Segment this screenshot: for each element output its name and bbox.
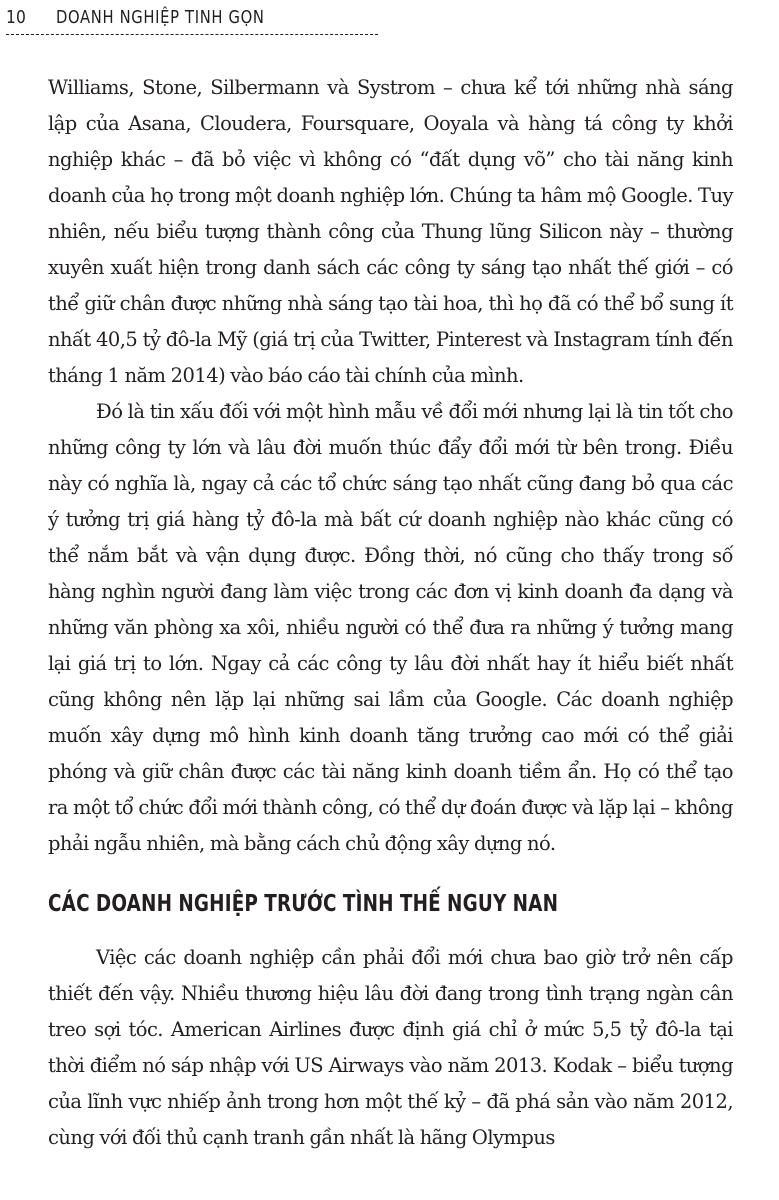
body-text <box>48 70 733 1156</box>
section-heading: CÁC DOANH NGHIỆP TRƯỚC TÌNH THẾ NGUY NAN <box>48 891 559 917</box>
section-paragraph: Việc các doanh nghiệp cần phải đổi mới chưa bao giờ trở nên cấp thiết đến vậy. Nhiều thương hiệu lâu đời đang trong tình trạng ngàn cân treo sợi tóc. American Airlines được định giá chỉ ở mức 5,5 tỷ đô-la tại thời điểm nó sáp nhập với US Airways vào năm 2013. Kodak – biểu tượng của lĩnh vực nhiếp ảnh trong hơn một thế kỷ – đã phá sản vào năm 2012, cùng với đối thủ cạnh tranh gần nhất là hãng Olympus <box>48 946 733 1149</box>
paragraph: Đó là tin xấu đối với một hình mẫu về đổi mới nhưng lại là tin tốt cho những công ty lớn và lâu đời muốn thúc đẩy đổi mới từ bên trong. Điều này có nghĩa là, ngay cả các tổ chức sáng tạo nhất cũng đang bỏ qua các ý tưởng trị giá hàng tỷ đô-la mà bất cứ doanh nghiệp nào khác cũng có thể nắm bắt và vận dụng được. Đồng thời, nó cũng cho thấy trong số hàng nghìn người đang làm việc trong các đơn vị kinh doanh đa dạng và những văn phòng xa xôi, nhiều người có thể đưa ra những ý tưởng mang lại giá trị to lớn. Ngay cả các công ty lâu đời nhất hay ít hiểu biết nhất cũng không nên lặp lại những sai lầm của Google. Các doanh nghiệp muốn xây dựng mô hình kinh doanh tăng trưởng cao mới có thể giải phóng và giữ chân được các tài năng kinh doanh tiềm ẩn. Họ có thể tạo ra một tổ chức đổi mới thành công, có thể dự đoán được và lặp lại – không phải ngẫu nhiên, mà bằng cách chủ động xây dựng nó. <box>48 400 733 855</box>
running-header <box>6 7 378 37</box>
page-number: 10 <box>6 7 27 28</box>
header-divider <box>6 34 378 35</box>
paragraph-continued: Williams, Stone, Silbermann và Systrom – chưa kể tới những nhà sáng lập của Asana, Cloudera, Foursquare, Ooyala và hàng tá công ty khởi nghiệp khác – đã bỏ việc vì không có “đất dụng võ” cho tài năng kinh doanh của họ trong một doanh nghiệp lớn. Chúng ta hâm mộ Google. Tuy nhiên, nếu biểu tượng thành công của Thung lũng Silicon này – thường xuyên xuất hiện trong danh sách các công ty sáng tạo nhất thế giới – có thể giữ chân được những nhà sáng tạo tài hoa, thì họ đã có thể bổ sung ít nhất 40,5 tỷ đô-la Mỹ (giá trị của Twitter, Pinterest và Instagram tính đến tháng 1 năm 2014) vào báo cáo tài chính của mình. <box>48 76 733 387</box>
book-title: DOANH NGHIỆP TINH GỌN <box>56 7 265 28</box>
